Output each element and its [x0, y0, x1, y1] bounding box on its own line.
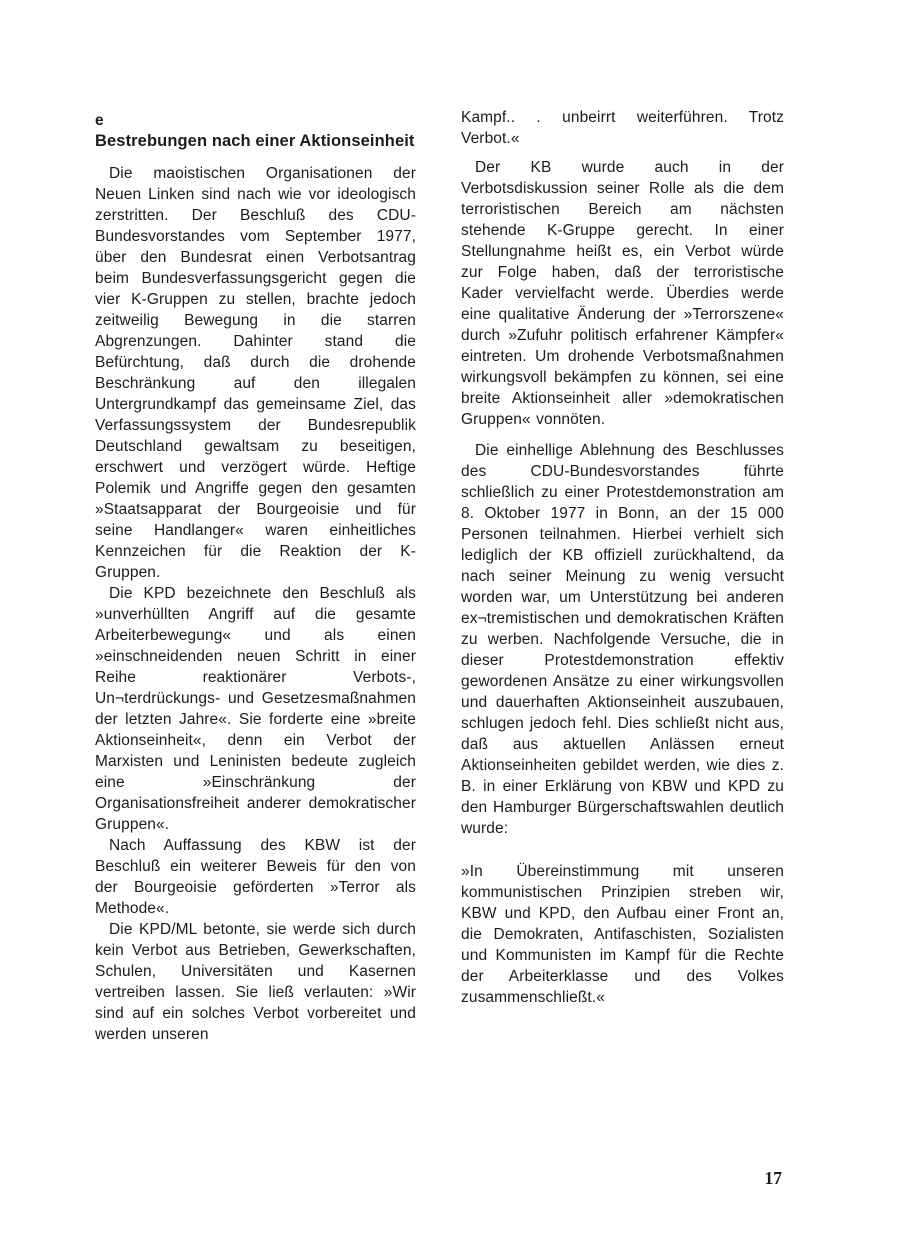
paragraph: Die einhellige Ablehnung des Beschlusses des CDU-Bundesvorstandes führte schließlich zu einer Protestdemonstration am 8. Oktober 1977 in Bonn, an der 15 000 Personen teilnahmen. Hierbei verhielt sich lediglich der KB offiziell zurückhaltend, da nach seiner Meinung zu wenig versucht worden war, um Unterstützung bei anderen ex¬tremistischen und demokratischen Kräften zu werben. Nachfolgende Versuche, die in dieser Protestdemonstration effektiv gewordenen Ansätze zu einer wirkungsvollen und dauerhaften Aktionseinheit auszubauen, schlugen jedoch fehl. Dies schließt nicht aus, daß aus aktuellen Anlässen erneut Aktionseinheiten gebildet werden, wie dies z. B. in einer Erklärung von KBW und KPD zu den Hamburger Bürgerschaftswahlen deutlich wurde: [461, 442, 784, 837]
paragraph: Nach Auffassung des KBW ist der Beschluß ein weiterer Beweis für den von der Bourgeoisie geförderten »Terror als Methode«. [95, 837, 416, 917]
section-heading: Bestrebungen nach einer Aktionseinheit [95, 132, 415, 150]
paragraph: Die maoistischen Organisationen der Neuen Linken sind nach wie vor ideologisch zerstritten. Der Beschluß des CDU-Bundesvorstandes vom September 1977, über den Bundesrat einen Verbotsantrag beim Bundesverfassungsgericht gegen die vier K-Gruppen zu stellen, brachte jedoch zeitweilig Bewegung in die starren Abgrenzungen. Dahinter stand die Befürchtung, daß durch die drohende Beschränkung auf den illegalen Untergrundkampf das gemeinsame Ziel, das Verfassungssystem der Bundesrepublik Deutschland gewaltsam zu beseitigen, erschwert und verzögert würde. Heftige Polemik und Angriffe gegen den gesamten »Staatsapparat der Bourgeoisie und für seine Handlanger« waren einheitliches Kennzeichen für die Reaktion der K-Gruppen. [95, 165, 416, 581]
paragraph: Die KPD/ML betonte, sie werde sich durch kein Verbot aus Betrieben, Gewerkschaften, Schulen, Universitäten und Kasernen vertreiben lassen. Sie ließ verlauten: »Wir sind auf ein solches Verbot vorbereitet und werden unseren [95, 921, 416, 1043]
right-column [461, 107, 784, 1008]
paragraph-quote: »In Übereinstimmung mit unseren kommunistischen Prinzipien streben wir, KBW und KPD, den Aufbau einer Front an, die Demokraten, Antifaschisten, Sozialisten und Kommunisten im Kampf für die Rechte der Arbeiterklasse und des Volkes zusammenschließt.« [461, 863, 784, 1006]
section-marker: e [95, 112, 104, 129]
paragraph: Der KB wurde auch in der Verbotsdiskussion seiner Rolle als die dem terroristischen Bereich am nächsten stehende K-Gruppe gerecht. In einer Stellungnahme heißt es, ein Verbot würde zur Folge haben, daß der terroristische Kader vervielfacht werde. Überdies werde eine qualitative Änderung der »Terrorszene« durch »Zufuhr politisch erfahrener Kämpfer« eintreten. Um drohende Verbotsmaßnahmen wirkungsvoll bekämpfen zu können, sei eine breite Aktionseinheit aller »demokratischen Gruppen« vonnöten. [461, 159, 784, 428]
paragraph-continuation: Kampf.. . unbeirrt weiterführen. Trotz Verbot.« [461, 109, 784, 147]
page-number: 17 [764, 1168, 782, 1188]
paragraph: Die KPD bezeichnete den Beschluß als »unverhüllten Angriff auf die gesamte Arbeiterbewegung« und als einen »einschneidenden neuen Schritt in einer Reihe reaktionärer Verbots-, Un¬terdrückungs- und Gesetzesmaßnahmen der letzten Jahre«. Sie forderte eine »breite Aktionseinheit«, denn ein Verbot der Marxisten und Leninisten bedeute zugleich eine »Einschränkung der Organisationsfreiheit anderer demokratischer Gruppen«. [95, 585, 416, 833]
left-column [95, 110, 416, 1045]
